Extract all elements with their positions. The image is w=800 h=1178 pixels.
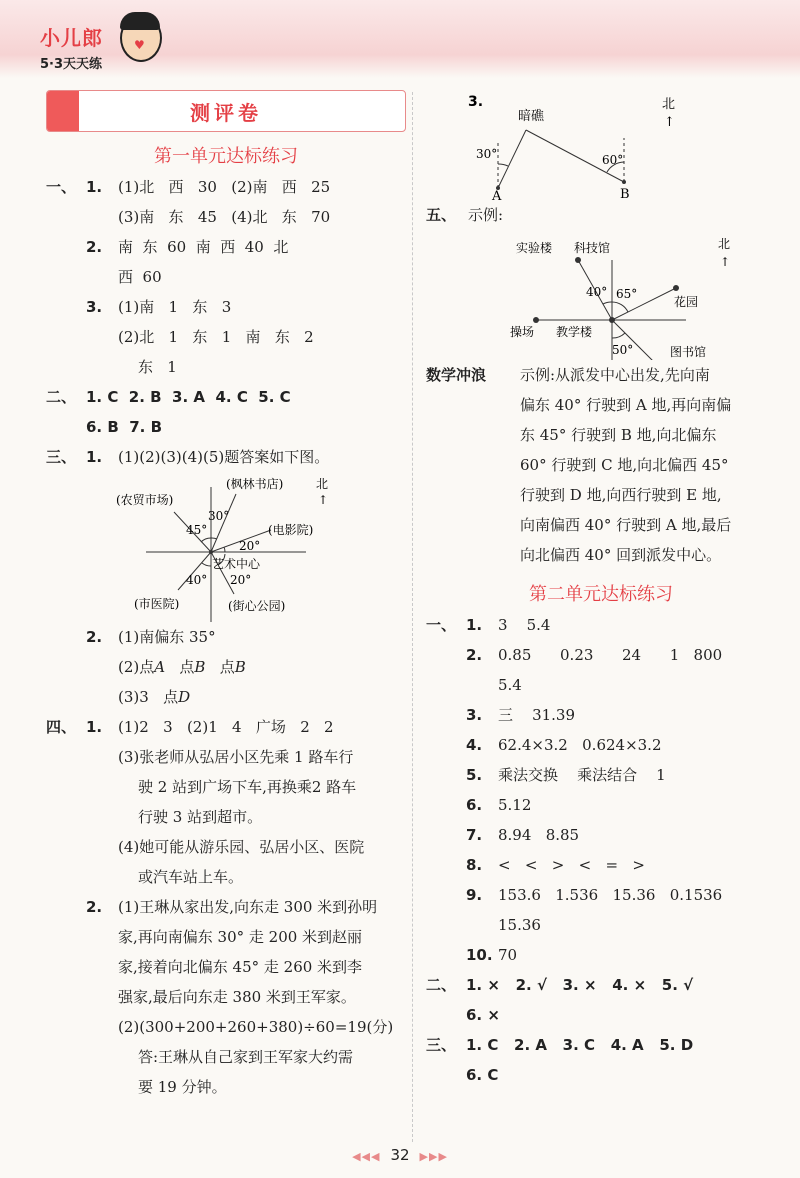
label-park: (街心公园) [228, 599, 286, 613]
answer-line [426, 360, 776, 390]
section-label: 三、 [46, 448, 77, 466]
answer-line [46, 862, 406, 892]
angle-30: 30° [476, 147, 498, 161]
answer-text [118, 652, 246, 682]
question-number: 1. [86, 178, 103, 196]
question-number: 2. [466, 646, 483, 664]
north-label: 北 [718, 237, 731, 251]
left-arrows-icon: ◀◀◀ [352, 1150, 381, 1163]
answer-line [426, 450, 776, 480]
answer-text: 行驶到 D 地,向西行驶到 E 地, [520, 486, 722, 504]
label-lab: 实验楼 [516, 241, 553, 255]
answer-line [426, 510, 776, 540]
answer-text: 5.12 [498, 796, 532, 814]
answer-text: 3 5.4 [498, 616, 551, 634]
answer-line [426, 730, 776, 760]
section-label: 一、 [426, 616, 457, 634]
north-label: 北 [662, 97, 676, 112]
answer-line [46, 1042, 406, 1072]
answer-text: 答:王琳从自己家到王军家大约需 [138, 1048, 354, 1066]
label-hospital: (市医院) [134, 597, 180, 611]
answer-line [46, 682, 406, 712]
text-part: 点 [179, 658, 195, 676]
series-name: 5·3天天练 [40, 57, 103, 72]
question-number: 1. [466, 616, 483, 634]
answer-line [46, 1012, 406, 1042]
answer-text: 6. B 7. B [86, 418, 163, 436]
answer-line [46, 922, 406, 952]
answer-text: 6. × [466, 1006, 500, 1024]
question-number: 9. [466, 886, 483, 904]
label-center: 艺术中心 [212, 557, 261, 571]
question-number: 1. [86, 718, 103, 736]
answer-text: 1. C 2. A 3. C 4. A 5. D [466, 1036, 694, 1054]
answer-line [46, 712, 406, 742]
answer-text: (3)张老师从弘居小区先乘 1 路车行 [118, 748, 354, 766]
answer-text: 1. × 2. √ 3. × 4. × 5. √ [466, 976, 694, 994]
answer-line [426, 910, 776, 940]
answer-text: 家,再向南偏东 30° 走 200 米到赵丽 [118, 928, 363, 946]
answer-text: 0.85 0.23 24 1 800 [498, 646, 723, 664]
logo [40, 22, 103, 72]
answer-line [426, 540, 776, 570]
point-label: D [178, 688, 191, 706]
answer-line [46, 802, 406, 832]
section-label: 三、 [426, 1036, 457, 1054]
section-label: 四、 [46, 718, 77, 736]
center-point [209, 550, 213, 554]
answer-text: 153.6 1.536 15.36 0.1536 [498, 886, 723, 904]
arc-20a [224, 547, 225, 552]
answer-text: 西 60 [118, 268, 162, 286]
answer-text: (2)(300+200+260+380)÷60=19(分) [118, 1018, 394, 1036]
answer-text: 示例:从派发中心出发,先向南 [520, 366, 710, 384]
answer-text: 15.36 [498, 916, 541, 934]
text-part: 点 [219, 658, 235, 676]
answer-line [426, 480, 776, 510]
right-arrows-icon: ▶▶▶ [419, 1150, 448, 1163]
answer-line [426, 790, 776, 820]
label-teach: 教学楼 [556, 325, 593, 339]
answer-text: (1)2 3 (2)1 4 广场 2 2 [118, 718, 334, 736]
label-garden: 花园 [674, 295, 699, 309]
answer-line [46, 742, 406, 772]
ray-bookstore [211, 494, 236, 552]
answer-text: (2)北 1 东 1 南 东 2 [118, 328, 314, 346]
answer-line [426, 390, 776, 420]
point-garden [673, 285, 679, 291]
answer-line [426, 970, 776, 1000]
answer-line [46, 622, 406, 652]
answer-line [46, 382, 406, 412]
angle-20a: 20° [239, 539, 261, 553]
answer-text: 或汽车站上车。 [138, 868, 244, 886]
angle-50: 50° [612, 343, 634, 357]
question-number: 3. [466, 706, 483, 724]
test-banner [46, 90, 406, 132]
section-label: 五、 [426, 206, 457, 224]
answer-text: (1)(2)(3)(4)(5)题答案如下图。 [118, 448, 330, 466]
answer-line [46, 322, 406, 352]
answer-line [426, 420, 776, 450]
answer-line [46, 202, 406, 232]
label-library: 图书馆 [670, 345, 707, 359]
answer-line [426, 940, 776, 970]
answer-line [46, 292, 406, 322]
angle-65: 65° [616, 287, 638, 301]
question-number: 8. [466, 856, 483, 874]
arc-40 [202, 563, 211, 566]
answer-line [46, 172, 406, 202]
label-b: B [620, 187, 630, 200]
mascot-icon [120, 14, 162, 62]
answer-text: (1)王琳从家出发,向东走 300 米到孙明 [118, 898, 378, 916]
answer-line [426, 1000, 776, 1030]
question-number: 2. [86, 898, 103, 916]
question-number: 3. [86, 298, 103, 316]
answer-text: 要 19 分钟。 [138, 1078, 227, 1096]
answer-text: (1)南 1 东 3 [118, 298, 232, 316]
label-a: A [492, 189, 502, 200]
answer-line [46, 1072, 406, 1102]
banner-title: 测评卷 [190, 101, 262, 125]
left-column [46, 90, 406, 1102]
question-number: 2. [86, 628, 103, 646]
label-market: (农贸市场) [116, 493, 174, 507]
column-divider [412, 92, 413, 1142]
section-label: 一、 [46, 178, 77, 196]
angle-20b: 20° [230, 573, 252, 587]
angle-30: 30° [208, 509, 230, 523]
answer-line [46, 892, 406, 922]
direction-diagram-3 [426, 230, 776, 360]
answer-line [426, 880, 776, 910]
right-column [426, 90, 776, 1090]
answer-text: (1)南偏东 35° [118, 628, 216, 646]
answer-text: 5.4 [498, 676, 522, 694]
answer-line [46, 232, 406, 262]
point-lab [575, 257, 581, 263]
question-number: 3. [468, 94, 484, 110]
question-number: 5. [466, 766, 483, 784]
answer-line [426, 200, 776, 230]
answer-text: (4)她可能从游乐园、弘居小区、医院 [118, 838, 365, 856]
answer-text [118, 682, 190, 712]
answer-text: 乘法交换 乘法结合 1 [498, 766, 666, 784]
answer-line [426, 610, 776, 640]
label-cinema: (电影院) [268, 523, 314, 537]
point-label: A [154, 658, 166, 676]
direction-diagram-2 [426, 90, 776, 200]
label-bookstore: (枫林书店) [226, 477, 284, 491]
point-label: B [234, 658, 246, 676]
extension-label: 数学冲浪 [426, 366, 487, 384]
label-reef: 暗礁 [518, 109, 545, 124]
label-field: 操场 [510, 325, 535, 339]
answer-line [46, 652, 406, 682]
north-arrow-icon: ↑ [720, 255, 731, 269]
question-number: 10. [466, 946, 493, 964]
path-a-reef [498, 130, 526, 188]
question-number: 7. [466, 826, 483, 844]
point-b [622, 180, 626, 184]
answer-line [426, 670, 776, 700]
unit1-title: 第一单元达标练习 [154, 146, 298, 167]
answer-line [46, 982, 406, 1012]
answer-text: 1. C 2. B 3. A 4. C 5. C [86, 388, 291, 406]
arc-50 [612, 333, 625, 338]
angle-45: 45° [186, 523, 208, 537]
section-label: 二、 [426, 976, 457, 994]
answer-line [426, 1030, 776, 1060]
question-number: 4. [466, 736, 483, 754]
answer-text: 家,接着向北偏东 45° 走 260 米到李 [118, 958, 363, 976]
answer-text: 向南偏西 40° 行驶到 A 地,最后 [520, 516, 732, 534]
answer-text: (3)南 东 45 (4)北 东 70 [118, 208, 331, 226]
text-part: (3)3 点 [118, 688, 179, 706]
answer-text: 南 东 60 南 西 40 北 [118, 238, 289, 256]
answer-text: 强家,最后向东走 380 米到王军家。 [118, 988, 356, 1006]
answer-line [426, 700, 776, 730]
answer-text: 62.4×3.2 0.624×3.2 [498, 736, 662, 754]
answer-text: (1)北 西 30 (2)南 西 25 [118, 178, 331, 196]
arc-40 [603, 302, 612, 304]
north-label: 北 [316, 477, 329, 491]
answer-text: 东 1 [138, 358, 177, 376]
answer-text: 70 [498, 946, 518, 964]
answer-line [46, 832, 406, 862]
answer-line [426, 850, 776, 880]
answer-line [46, 352, 406, 382]
section-label: 二、 [46, 388, 77, 406]
point-label: B [194, 658, 206, 676]
answer-text: 行驶 3 站到超市。 [138, 808, 263, 826]
answer-text: 偏东 40° 行驶到 A 地,再向南偏 [520, 396, 732, 414]
question-number: 6. [466, 796, 483, 814]
label-tech: 科技馆 [574, 241, 611, 255]
answer-text: 驶 2 站到广场下车,再换乘2 路车 [138, 778, 357, 796]
arc-30 [211, 538, 217, 539]
page-footer [0, 1146, 800, 1164]
arc-30 [498, 164, 508, 166]
answer-line [46, 412, 406, 442]
angle-60: 60° [602, 153, 624, 167]
angle-40: 40° [186, 573, 208, 587]
answer-text: 三 31.39 [498, 706, 576, 724]
arc-45 [201, 538, 211, 542]
angle-40: 40° [586, 285, 608, 299]
question-number: 2. [86, 238, 103, 256]
answer-line [426, 760, 776, 790]
answer-text: < < > < = > [498, 856, 645, 874]
brand-name: 小儿郎 [40, 26, 103, 50]
direction-diagram-1 [46, 472, 406, 622]
answer-line [46, 262, 406, 292]
question-number: 1. [86, 448, 103, 466]
point-teach [609, 317, 615, 323]
answer-line [426, 1060, 776, 1090]
answer-line [46, 772, 406, 802]
north-arrow-icon: ↑ [318, 493, 329, 507]
answer-text: 6. C [466, 1066, 499, 1084]
answer-text: 60° 行驶到 C 地,向北偏西 45° [520, 456, 729, 474]
page-number: 32 [390, 1146, 410, 1164]
answer-text: 东 45° 行驶到 B 地,向北偏东 [520, 426, 717, 444]
answer-line [426, 820, 776, 850]
answer-line [46, 442, 406, 472]
answer-text: 向北偏西 40° 回到派发中心。 [520, 546, 722, 564]
answer-line [426, 640, 776, 670]
answer-line [46, 952, 406, 982]
arc-65 [612, 302, 628, 312]
unit2-answer-list [426, 610, 776, 970]
answer-text: 示例: [468, 206, 504, 224]
point-field [533, 317, 539, 323]
north-arrow-icon: ↑ [664, 115, 675, 130]
unit2-title: 第二单元达标练习 [529, 584, 673, 605]
text-part: (2)点 [118, 658, 155, 676]
answer-text: 8.94 8.85 [498, 826, 580, 844]
